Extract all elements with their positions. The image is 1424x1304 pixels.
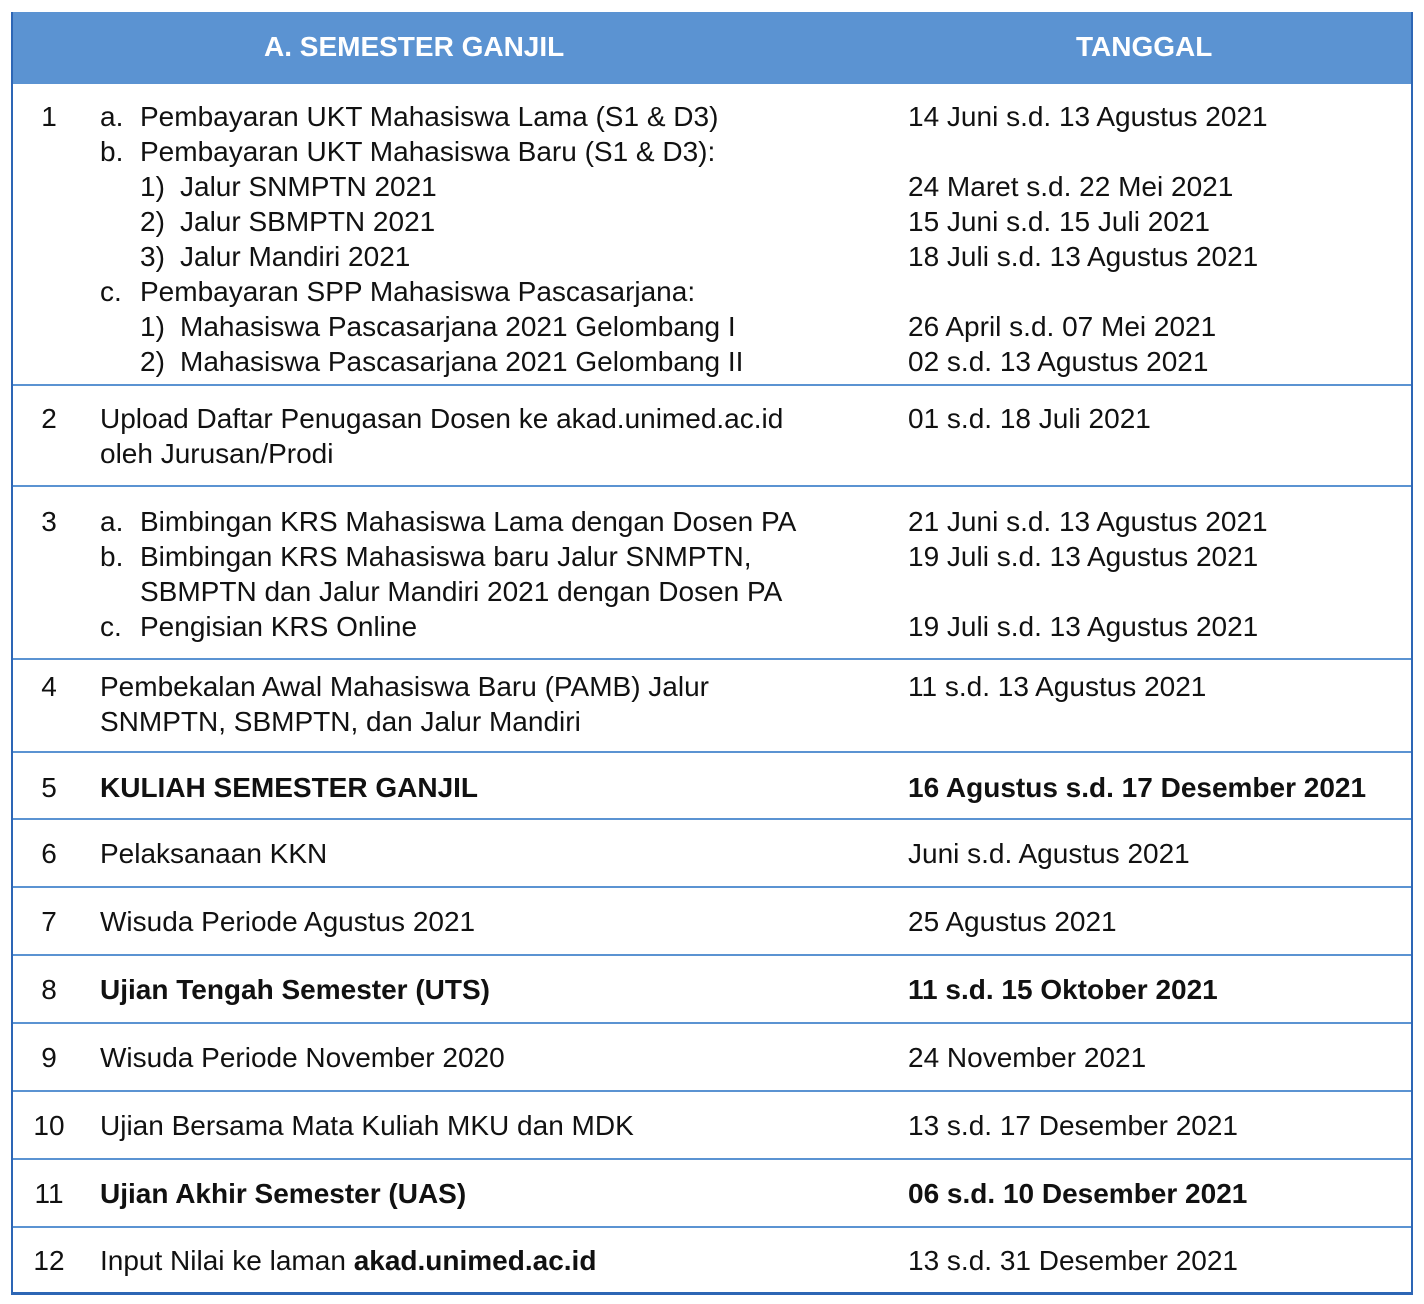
row-number: 7 xyxy=(41,906,57,937)
row-number: 1 xyxy=(41,101,57,132)
row-number: 10 xyxy=(33,1110,65,1141)
row-number: 11 xyxy=(34,1178,64,1209)
date-value: 21 Juni s.d. 13 Agustus 2021 xyxy=(908,506,1268,537)
row-description xyxy=(100,1243,596,1278)
row-number: 12 xyxy=(33,1245,65,1276)
row-date: 06 s.d. 10 Desember 2021 xyxy=(908,1178,1248,1209)
row-description: Pelaksanaan KKN xyxy=(100,838,328,869)
row-number: 5 xyxy=(41,772,57,803)
table-right-border xyxy=(1411,12,1413,1292)
table-row xyxy=(11,1228,1413,1295)
sub-item: a. Pembayaran UKT Mahasiswa Lama (S1 & D3) xyxy=(100,101,719,132)
row-number: 8 xyxy=(41,974,57,1005)
table-row xyxy=(11,1024,1413,1092)
website-link-text: akad.unimed.ac.id xyxy=(353,1245,597,1276)
row-date: 24 November 2021 xyxy=(908,1042,1147,1073)
date-value: 15 Juni s.d. 15 Juli 2021 xyxy=(908,206,1210,237)
description-line: oleh Jurusan/Prodi xyxy=(100,438,334,469)
row-date: 13 s.d. 17 Desember 2021 xyxy=(908,1110,1238,1141)
table-row xyxy=(11,487,1413,660)
table-row xyxy=(11,888,1413,956)
row-description: Ujian Bersama Mata Kuliah MKU dan MDK xyxy=(100,1110,634,1141)
date-value: 26 April s.d. 07 Mei 2021 xyxy=(908,311,1217,342)
header-title: A. SEMESTER GANJIL xyxy=(264,31,565,62)
row-date: 01 s.d. 18 Juli 2021 xyxy=(908,403,1151,434)
row-date: 16 Agustus s.d. 17 Desember 2021 xyxy=(908,772,1367,803)
table-header xyxy=(11,12,1413,84)
table-row xyxy=(11,1160,1413,1228)
table-row xyxy=(11,956,1413,1024)
row-description: Wisuda Periode Agustus 2021 xyxy=(100,906,476,937)
table-row xyxy=(11,84,1413,386)
date-value: 19 Juli s.d. 13 Agustus 2021 xyxy=(908,541,1259,572)
table-row xyxy=(11,753,1413,820)
row-description: Ujian Tengah Semester (UTS) xyxy=(100,974,491,1005)
row-description: Ujian Akhir Semester (UAS) xyxy=(100,1178,467,1209)
sub-item: 1) Mahasiswa Pascasarjana 2021 Gelombang I xyxy=(140,311,736,342)
date-value: 19 Juli s.d. 13 Agustus 2021 xyxy=(908,611,1259,642)
row-date: Juni s.d. Agustus 2021 xyxy=(908,838,1190,869)
row-description: Wisuda Periode November 2020 xyxy=(100,1042,505,1073)
description-text: Input Nilai ke laman xyxy=(100,1245,354,1276)
table-row xyxy=(11,1092,1413,1160)
table-row xyxy=(11,386,1413,487)
row-number: 2 xyxy=(41,403,57,434)
table-left-border xyxy=(11,12,13,1292)
sub-item: 3) Jalur Mandiri 2021 xyxy=(140,241,411,272)
description-line: Pembekalan Awal Mahasiswa Baru (PAMB) Jalur xyxy=(100,671,709,702)
row-number: 3 xyxy=(41,506,57,537)
sub-item: b. Bimbingan KRS Mahasiswa baru Jalur SNMPTN, xyxy=(100,541,752,572)
sub-item: b. Pembayaran UKT Mahasiswa Baru (S1 & D3): xyxy=(100,136,716,167)
row-description: KULIAH SEMESTER GANJIL xyxy=(100,772,479,803)
sub-item: c. Pengisian KRS Online xyxy=(100,611,418,642)
date-value: 18 Juli s.d. 13 Agustus 2021 xyxy=(908,241,1259,272)
sub-item: 2) Jalur SBMPTN 2021 xyxy=(140,206,436,237)
description-line: Upload Daftar Penugasan Dosen ke akad.unimed.ac.id xyxy=(100,403,784,434)
row-date: 13 s.d. 31 Desember 2021 xyxy=(908,1245,1238,1276)
row-number: 4 xyxy=(41,671,57,702)
row-date: 11 s.d. 13 Agustus 2021 xyxy=(908,671,1207,702)
sub-item: SBMPTN dan Jalur Mandiri 2021 dengan Dosen PA xyxy=(140,576,783,607)
date-value: 14 Juni s.d. 13 Agustus 2021 xyxy=(908,101,1268,132)
table-row xyxy=(11,820,1413,888)
row-number: 9 xyxy=(41,1042,57,1073)
sub-item: 2) Mahasiswa Pascasarjana 2021 Gelombang II xyxy=(140,346,744,377)
sub-item: a. Bimbingan KRS Mahasiswa Lama dengan Dosen PA xyxy=(100,506,797,537)
table-row xyxy=(11,660,1413,753)
row-number: 6 xyxy=(41,838,57,869)
description-line: SNMPTN, SBMPTN, dan Jalur Mandiri xyxy=(100,706,581,737)
header-date-column: TANGGAL xyxy=(1076,31,1213,62)
row-date: 11 s.d. 15 Oktober 2021 xyxy=(908,974,1218,1005)
sub-item: c. Pembayaran SPP Mahasiswa Pascasarjana: xyxy=(100,276,696,307)
sub-item: 1) Jalur SNMPTN 2021 xyxy=(140,171,437,202)
date-value: 02 s.d. 13 Agustus 2021 xyxy=(908,346,1209,377)
date-value: 24 Maret s.d. 22 Mei 2021 xyxy=(908,171,1234,202)
row-date: 25 Agustus 2021 xyxy=(908,906,1117,937)
